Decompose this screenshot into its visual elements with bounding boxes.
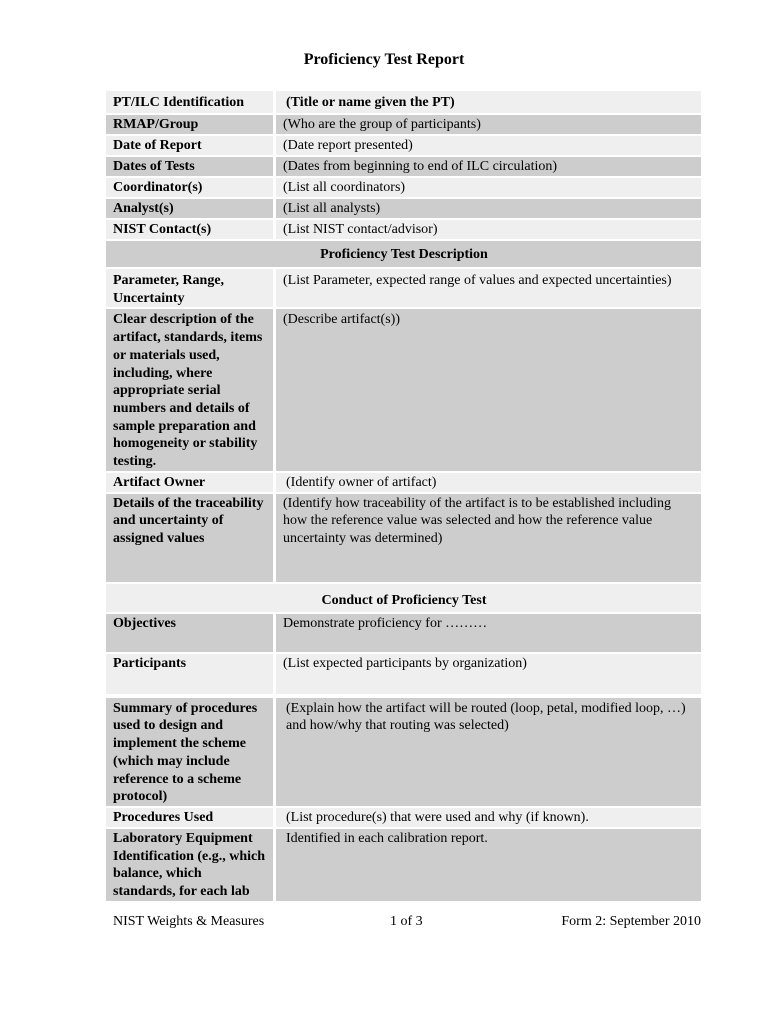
coordinators-label: Coordinator(s) (106, 178, 276, 199)
nist-contacts-label: NIST Contact(s) (106, 220, 276, 241)
coordinators-value: (List all coordinators) (276, 178, 701, 199)
row-procedures-used (106, 808, 701, 829)
row-parameter-range-uncertainty (106, 269, 701, 309)
pt-ilc-identification-value: (Title or name given the PT) (276, 91, 701, 115)
row-traceability (106, 494, 701, 584)
row-procedures-summary (106, 698, 701, 808)
row-date-of-report (106, 136, 701, 157)
nist-contacts-value: (List NIST contact/advisor) (276, 220, 701, 241)
row-rmap-group (106, 115, 701, 136)
row-artifact-description (106, 309, 701, 472)
traceability-value: (Identify how traceability of the artifact is to be established including how the reference value was selected and how the reference value uncertainty was determined) (276, 494, 701, 584)
footer-page-number: 1 of 3 (390, 914, 423, 929)
section-header-conduct (106, 584, 701, 614)
objectives-label: Objectives (106, 614, 276, 654)
date-of-report-label: Date of Report (106, 136, 276, 157)
pt-ilc-identification-label: PT/ILC Identification (106, 91, 276, 115)
row-artifact-owner (106, 473, 701, 494)
row-nist-contacts (106, 220, 701, 241)
row-pt-ilc-identification (106, 91, 701, 115)
conduct-of-proficiency-test-heading: Conduct of Proficiency Test (106, 584, 701, 614)
parameter-range-uncertainty-value: (List Parameter, expected range of values and expected uncertainties) (276, 269, 701, 309)
procedures-summary-value: (Explain how the artifact will be routed (loop, petal, modified loop, …) and how/why that routing was selected) (276, 698, 701, 808)
rmap-group-label: RMAP/Group (106, 115, 276, 136)
parameter-range-uncertainty-label: Parameter, Range, Uncertainty (106, 269, 276, 309)
artifact-owner-value: (Identify owner of artifact) (276, 473, 701, 494)
row-coordinators (106, 178, 701, 199)
footer-form-version: Form 2: September 2010 (561, 914, 701, 929)
row-dates-of-tests (106, 157, 701, 178)
page-footer (113, 912, 701, 932)
procedures-used-value: (List procedure(s) that were used and why (if known). (276, 808, 701, 829)
row-analysts (106, 199, 701, 220)
proficiency-test-description-heading: Proficiency Test Description (106, 241, 701, 269)
row-lab-equipment (106, 829, 701, 903)
section-header-description (106, 241, 701, 269)
footer-organization: NIST Weights & Measures (113, 914, 265, 929)
objectives-value: Demonstrate proficiency for ……… (276, 614, 701, 654)
lab-equipment-value: Identified in each calibration report. (276, 829, 701, 903)
row-participants (106, 654, 701, 696)
analysts-value: (List all analysts) (276, 199, 701, 220)
traceability-label: Details of the traceability and uncertainty of assigned values (106, 494, 276, 584)
date-of-report-value: (Date report presented) (276, 136, 701, 157)
artifact-owner-label: Artifact Owner (106, 473, 276, 494)
row-objectives (106, 614, 701, 654)
artifact-description-label: Clear description of the artifact, standards, items or materials used, including, where appropriate serial numbers and details of sample preparation and homogeneity or stability testing. (106, 309, 276, 472)
participants-label: Participants (106, 654, 276, 696)
procedures-summary-label: Summary of procedures used to design and implement the scheme (which may include reference to a scheme protocol) (106, 698, 276, 808)
rmap-group-value: (Who are the group of participants) (276, 115, 701, 136)
dates-of-tests-label: Dates of Tests (106, 157, 276, 178)
procedures-used-label: Procedures Used (106, 808, 276, 829)
artifact-description-value: (Describe artifact(s)) (276, 309, 701, 472)
dates-of-tests-value: (Dates from beginning to end of ILC circulation) (276, 157, 701, 178)
participants-value: (List expected participants by organization) (276, 654, 701, 696)
document-title: Proficiency Test Report (303, 51, 465, 68)
lab-equipment-label: Laboratory Equipment Identification (e.g., which balance, which standards, for each lab (106, 829, 276, 903)
report-form-table (106, 91, 701, 903)
analysts-label: Analyst(s) (106, 199, 276, 220)
